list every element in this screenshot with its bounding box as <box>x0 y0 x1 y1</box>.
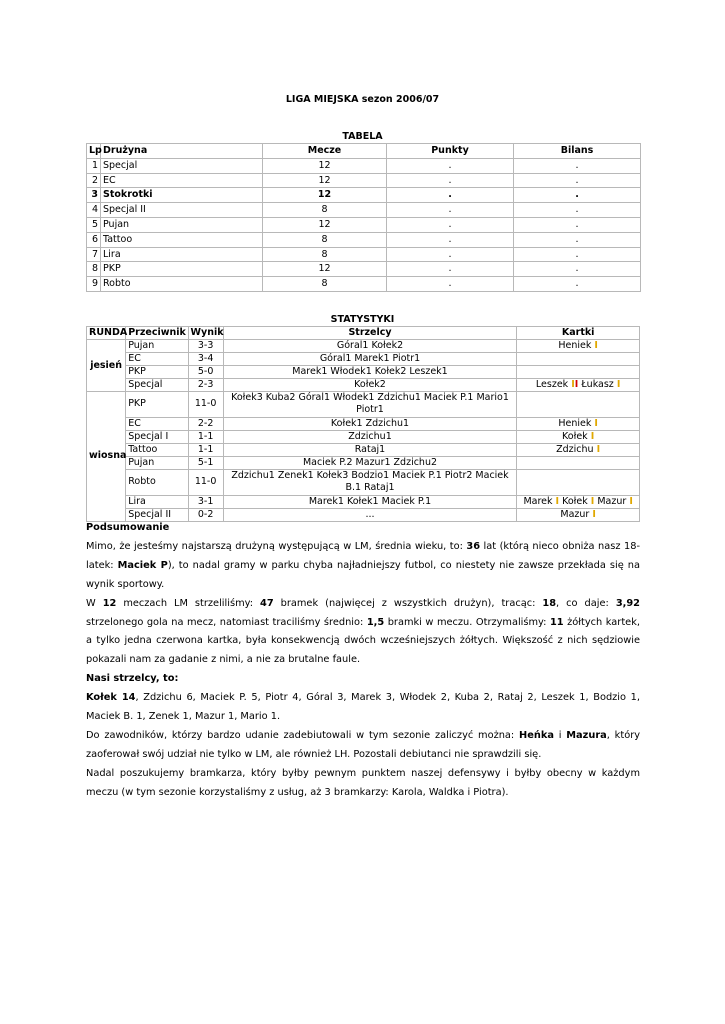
text-span: , co daje: <box>556 597 616 609</box>
text-span: strzelonego gola na mecz, natomiast traciliśmy średnio: <box>86 616 367 628</box>
bilans-cell: . <box>514 262 641 277</box>
text-span: lat (którą nieco obniża nasz 18-latek: <box>86 540 640 571</box>
text-span: Mimo, że jesteśmy najstarszą drużyną występującą w LM, średnia wieku, to: <box>86 540 467 552</box>
table-row <box>87 217 641 232</box>
lp-cell: 7 <box>87 247 101 262</box>
header-wynik: Wynik <box>188 327 223 340</box>
text-bold: 12 <box>102 597 117 609</box>
punkty-cell: . <box>387 262 514 277</box>
team-cell: Stokrotki <box>101 188 263 203</box>
lp-cell: 9 <box>87 277 101 292</box>
opponent-cell: PKP <box>126 366 188 379</box>
team-cell: Specjal II <box>101 203 263 218</box>
punkty-cell: . <box>387 277 514 292</box>
cards-cell <box>517 417 640 430</box>
text-bold: 1,5 <box>366 616 385 628</box>
league-table <box>86 143 641 292</box>
lp-cell: 5 <box>87 217 101 232</box>
table-row <box>87 469 640 495</box>
text-span: bramki w meczu. Otrzymaliśmy: <box>384 616 550 628</box>
table-row <box>87 366 640 379</box>
cards-cell <box>517 379 640 392</box>
paragraph-scorers <box>86 689 640 727</box>
table-header-row <box>87 144 641 159</box>
paragraph-debuts <box>86 727 640 765</box>
table-row <box>87 353 640 366</box>
bilans-cell: . <box>514 173 641 188</box>
mecze-cell: 8 <box>263 277 387 292</box>
scorers-cell: Zdzichu1 <box>223 430 517 443</box>
header-przeciwnik: Przeciwnik <box>126 327 188 340</box>
scorers-cell: Marek1 Włodek1 Kołek2 Leszek1 <box>223 366 517 379</box>
text-bold: 47 <box>260 597 274 609</box>
scorers-cell: Maciek P.2 Mazur1 Zdzichu2 <box>223 456 517 469</box>
punkty-cell: . <box>387 173 514 188</box>
score-cell: 3-1 <box>188 495 223 508</box>
text-span: i <box>553 729 567 741</box>
table-row <box>87 430 640 443</box>
bilans-cell: . <box>514 188 641 203</box>
opponent-cell: Specjal <box>126 379 188 392</box>
scorers-cell: Rataj1 <box>223 443 517 456</box>
table-row <box>87 340 640 353</box>
lp-cell: 4 <box>87 203 101 218</box>
card-player: Kołek <box>562 430 588 442</box>
cards-cell <box>517 340 640 353</box>
yellow-card-icon: I <box>629 495 633 507</box>
text-span: żółtych kartek, a tylko jedna czerwona kartka, była konsekwencją dwóch wcześniejszych żółtych. Większość z nich sędziowie pokazali nam za gadanie z nimi, a nie za brutalne faule. <box>86 616 640 666</box>
opponent-cell: Pujan <box>126 340 188 353</box>
lp-cell: 6 <box>87 232 101 247</box>
yellow-card-icon: I <box>590 430 595 442</box>
score-cell: 1-1 <box>188 430 223 443</box>
lp-cell: 8 <box>87 262 101 277</box>
score-cell: 3-4 <box>188 353 223 366</box>
scorers-cell: ... <box>223 508 517 521</box>
header-mecze: Mecze <box>263 144 387 159</box>
card-player: Zdzichu <box>556 443 594 455</box>
scorers-heading: Nasi strzelcy, to: <box>86 673 179 685</box>
text-span: , który zaoferował swój udział nie tylko w LM, ale również LH. Pozostali debiutanci nie sprawdzili się. <box>86 729 641 760</box>
text-span: ), to nadal gramy w parku chyba najładniejszy futbol, co niestety nie zawsze przekłada się na wynik sportowy. <box>86 559 640 590</box>
yellow-card-icon: I <box>616 379 621 390</box>
table-row <box>87 158 641 173</box>
punkty-cell: . <box>387 203 514 218</box>
text-bold: Mazura <box>566 729 607 741</box>
bilans-cell: . <box>514 232 641 247</box>
text-span: meczach LM strzeliliśmy: <box>116 597 260 609</box>
cards-cell <box>517 443 640 456</box>
tabela-caption: TABELA <box>342 131 383 142</box>
lp-cell: 1 <box>87 158 101 173</box>
cards-cell <box>517 469 640 495</box>
runda-wiosna: wiosna <box>87 392 126 522</box>
summary-text <box>86 519 640 803</box>
score-cell: 0-2 <box>188 508 223 521</box>
text-bold: Kołek 14 <box>86 692 136 704</box>
card-player: Mazur <box>597 495 627 507</box>
stat-caption: STATYSTYKI <box>330 314 395 325</box>
score-cell: 1-1 <box>188 443 223 456</box>
card-player: Łukasz <box>581 379 614 390</box>
scorers-cell: Kołek2 <box>223 379 517 392</box>
scorers-cell: Kołek3 Kuba2 Góral1 Włodek1 Zdzichu1 Maciek P.1 Mario1 Piotr1 <box>223 392 517 418</box>
card-player: Marek <box>523 495 553 507</box>
runda-jesien: jesień <box>87 340 126 392</box>
mecze-cell: 12 <box>263 188 387 203</box>
cards-cell <box>517 353 640 366</box>
red-card-icon: I <box>574 379 579 390</box>
text-bold: Heńka <box>519 729 554 741</box>
mecze-cell: 8 <box>263 247 387 262</box>
header-bilans: Bilans <box>514 144 641 159</box>
card-player: Kołek <box>562 495 588 507</box>
cards-cell <box>517 456 640 469</box>
mecze-cell: 8 <box>263 203 387 218</box>
paragraph-goalkeeper: Nadal poszukujemy bramkarza, który byłby pewnym punktem naszej defensywy i byłby obecny w każdym meczu (w tym sezonie korzystaliśmy z usług, aż 3 bramkarzy: Karola, Waldka i Piotra). <box>86 767 640 798</box>
bilans-cell: . <box>514 247 641 262</box>
team-cell: Lira <box>101 247 263 262</box>
bilans-cell: . <box>514 158 641 173</box>
stats-header-row <box>87 327 640 340</box>
lp-cell: 3 <box>87 188 101 203</box>
scorers-cell: Góral1 Marek1 Piotr1 <box>223 353 517 366</box>
punkty-cell: . <box>387 247 514 262</box>
text-bold: 11 <box>549 616 564 628</box>
table-row <box>87 203 641 218</box>
cards-cell <box>517 430 640 443</box>
header-kartki: Kartki <box>517 327 640 340</box>
scorers-cell: Zdzichu1 Zenek1 Kołek3 Bodzio1 Maciek P.1 Piotr2 Maciek B.1 Rataj1 <box>223 469 517 495</box>
team-cell: Specjal <box>101 158 263 173</box>
card-player: Heniek <box>558 340 592 351</box>
team-cell: Tattoo <box>101 232 263 247</box>
team-cell: Robto <box>101 277 263 292</box>
text-span: Do zawodników, którzy bardzo udanie zadebiutowali w tym sezonie zaliczyć można: <box>86 729 520 741</box>
table-row-highlight <box>87 188 641 203</box>
cards-cell <box>517 366 640 379</box>
yellow-card-icon: I <box>596 443 601 455</box>
opponent-cell: Robto <box>126 469 188 495</box>
team-cell: EC <box>101 173 263 188</box>
opponent-cell: Tattoo <box>126 443 188 456</box>
punkty-cell: . <box>387 188 514 203</box>
lp-cell: 2 <box>87 173 101 188</box>
punkty-cell: . <box>387 232 514 247</box>
table-row <box>87 392 640 418</box>
yellow-card-icon: I <box>594 340 598 351</box>
team-cell: PKP <box>101 262 263 277</box>
table-row <box>87 247 641 262</box>
paragraph-age <box>86 538 640 595</box>
table-row <box>87 262 641 277</box>
yellow-card-icon: I <box>571 379 575 390</box>
opponent-cell: PKP <box>126 392 188 418</box>
table-row <box>87 443 640 456</box>
table-row <box>87 417 640 430</box>
opponent-cell: Specjal II <box>126 508 188 521</box>
mecze-cell: 12 <box>263 217 387 232</box>
punkty-cell: . <box>387 217 514 232</box>
scorers-cell: Marek1 Kołek1 Maciek P.1 <box>223 495 517 508</box>
score-cell: 5-1 <box>188 456 223 469</box>
table-row <box>87 173 641 188</box>
mecze-cell: 12 <box>263 262 387 277</box>
text-bold: 18 <box>542 597 557 609</box>
text-bold: 36 <box>466 540 481 552</box>
table-row <box>87 495 640 508</box>
table-row <box>87 277 641 292</box>
bilans-cell: . <box>514 217 641 232</box>
stats-table <box>86 326 640 522</box>
opponent-cell: Pujan <box>126 456 188 469</box>
mecze-cell: 8 <box>263 232 387 247</box>
text-span: W <box>86 597 103 609</box>
table-row <box>87 456 640 469</box>
score-cell: 3-3 <box>188 340 223 353</box>
header-punkty: Punkty <box>387 144 514 159</box>
opponent-cell: EC <box>126 353 188 366</box>
bilans-cell: . <box>514 277 641 292</box>
paragraph-stats <box>86 595 640 671</box>
header-runda: RUNDA <box>87 327 126 340</box>
summary-heading: Podsumowanie <box>86 522 170 533</box>
header-strzelcy: Strzelcy <box>223 327 517 340</box>
bilans-cell: . <box>514 203 641 218</box>
text-span: , Zdzichu 6, Maciek P. 5, Piotr 4, Góral 3, Marek 3, Włodek 2, Kuba 2, Rataj 2, Leszek 1, Bodzio 1, Maciek B. 1, Zenek 1, Mazur 1, Mario 1. <box>86 692 640 723</box>
scorers-cell: Kołek1 Zdzichu1 <box>223 417 517 430</box>
text-span: bramek (najwięcej z wszystkich drużyn), tracąc: <box>273 597 543 609</box>
score-cell: 2-2 <box>188 417 223 430</box>
card-player: Leszek <box>535 379 569 390</box>
table-row <box>87 232 641 247</box>
yellow-card-icon: I <box>594 417 598 429</box>
cards-cell <box>517 495 640 508</box>
opponent-cell: Specjal I <box>126 430 188 443</box>
yellow-card-icon: I <box>555 495 560 507</box>
opponent-cell: Lira <box>126 495 188 508</box>
header-lp: Lp <box>87 144 101 159</box>
score-cell: 11-0 <box>188 392 223 418</box>
yellow-card-icon: I <box>590 495 595 507</box>
card-player: Mazur <box>560 508 590 520</box>
header-team: Drużyna <box>101 144 263 159</box>
team-cell: Pujan <box>101 217 263 232</box>
mecze-cell: 12 <box>263 173 387 188</box>
score-cell: 2-3 <box>188 379 223 392</box>
cards-cell <box>517 392 640 418</box>
scorers-cell: Góral1 Kołek2 <box>223 340 517 353</box>
document-title: LIGA MIEJSKA sezon 2006/07 <box>285 94 440 105</box>
text-bold: Maciek P <box>117 559 168 571</box>
table-row <box>87 379 640 392</box>
score-cell: 5-0 <box>188 366 223 379</box>
card-player: Heniek <box>558 417 592 429</box>
yellow-card-icon: I <box>592 508 596 520</box>
punkty-cell: . <box>387 158 514 173</box>
text-bold: 3,92 <box>615 597 640 609</box>
score-cell: 11-0 <box>188 469 223 495</box>
opponent-cell: EC <box>126 417 188 430</box>
mecze-cell: 12 <box>263 158 387 173</box>
